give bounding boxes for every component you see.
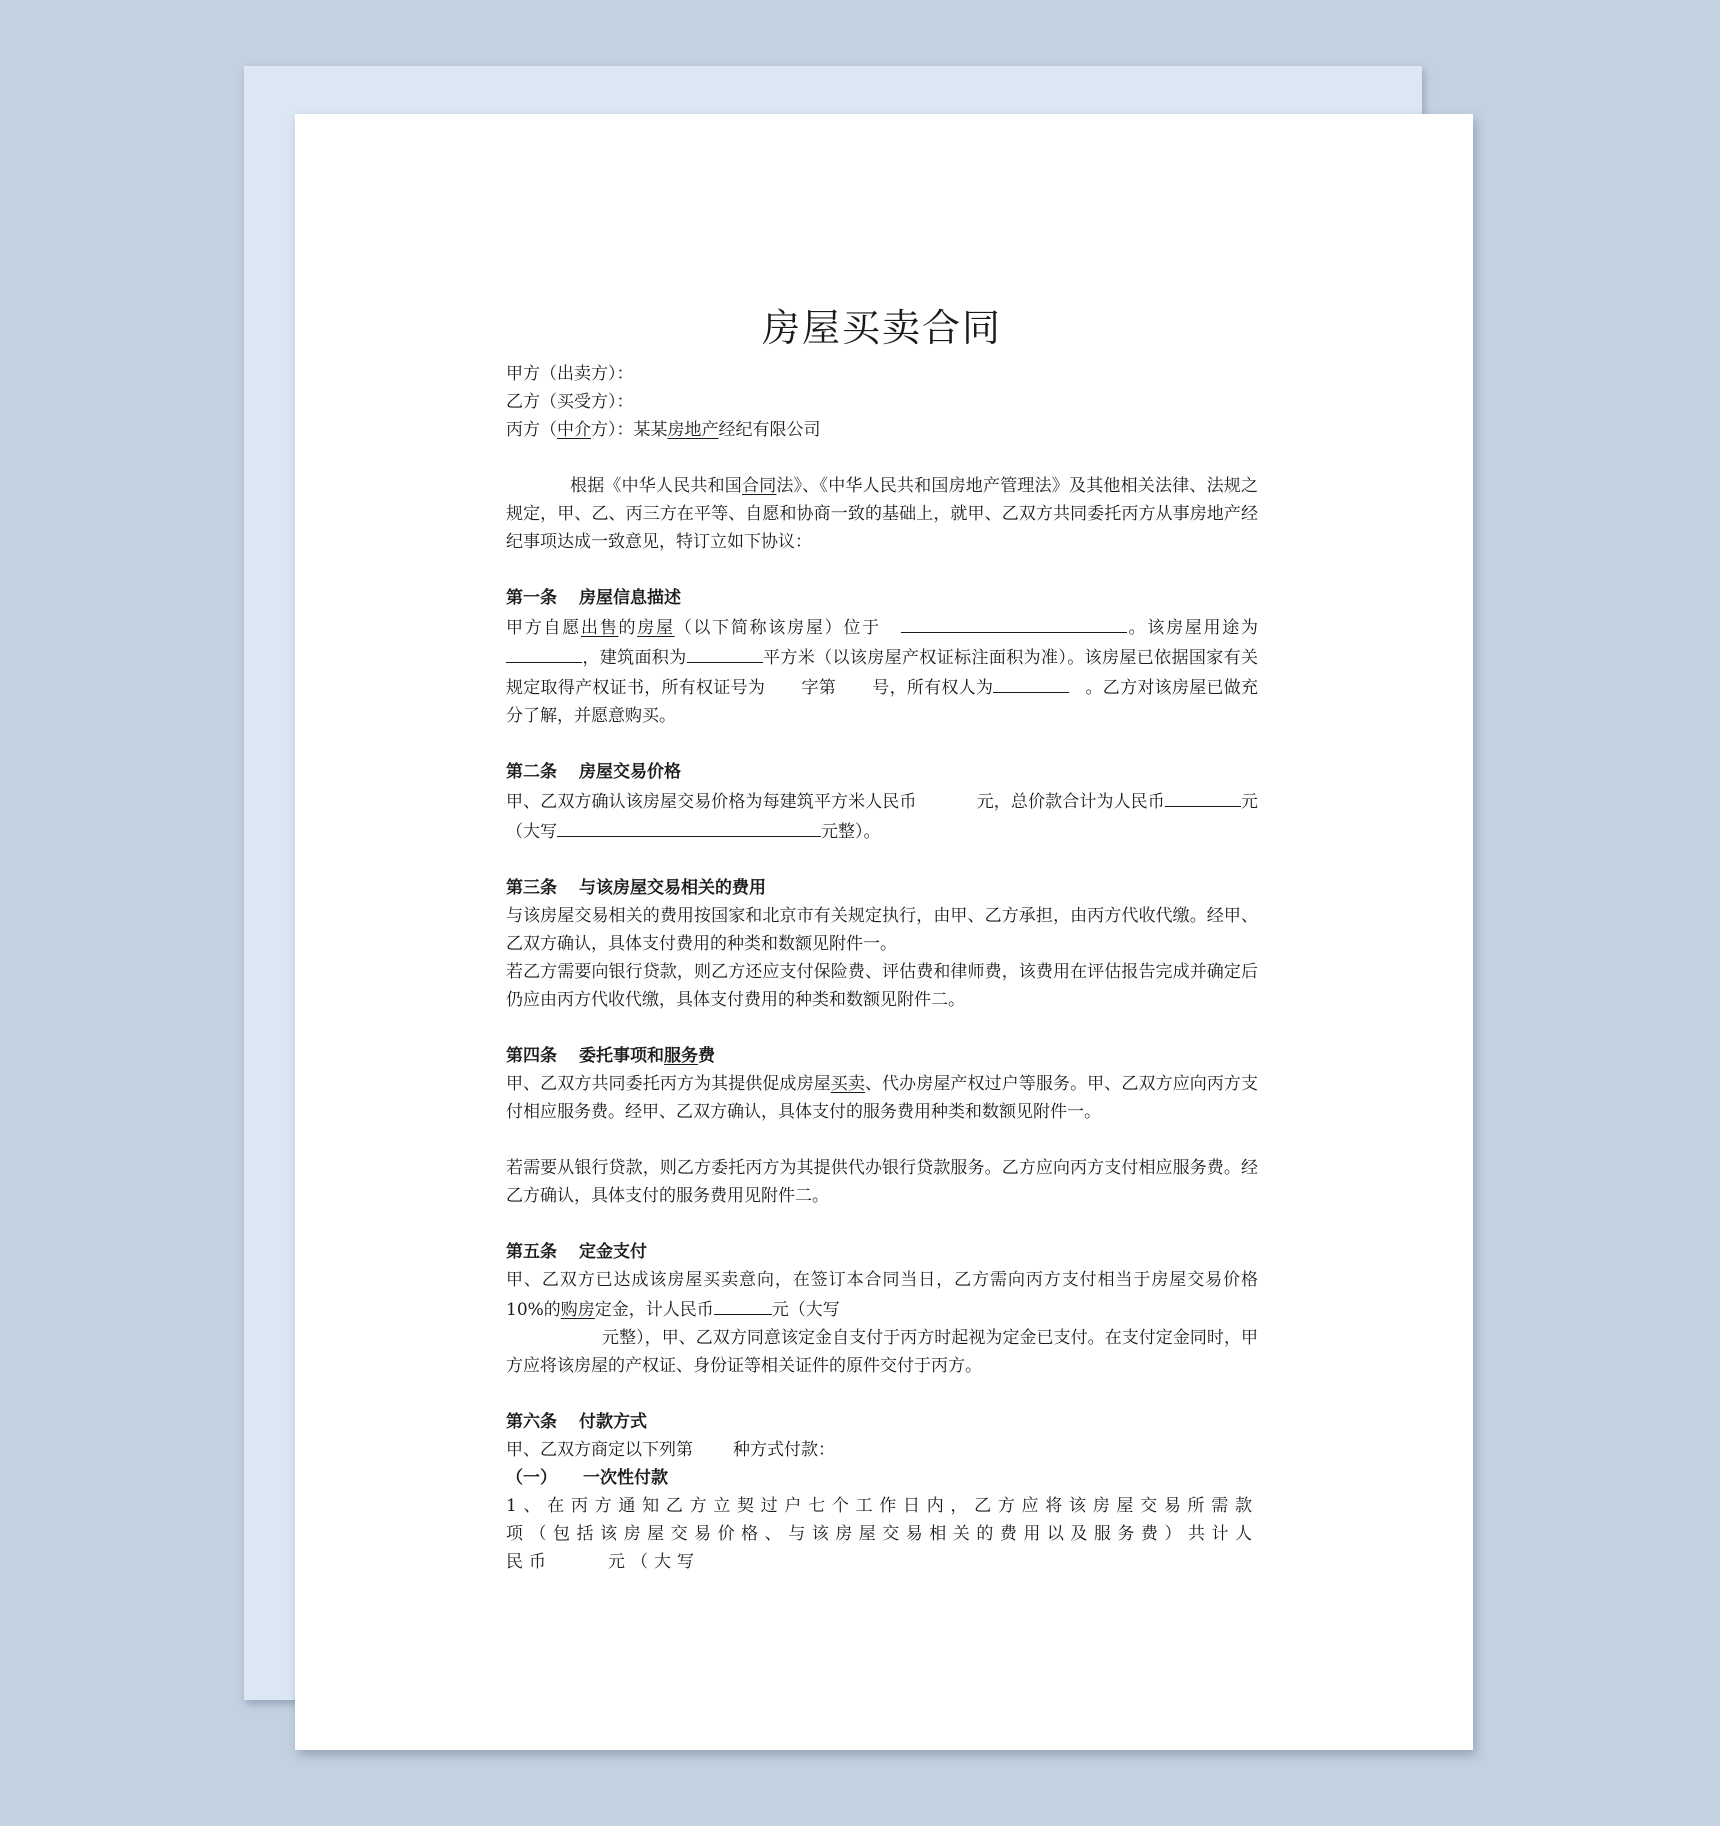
fill-blank-total-price xyxy=(1165,786,1241,807)
article-6-paragraph-1: 1、在丙方通知乙方立契过户七个工作日内，乙方应将该房屋交易所需款项（包括该房屋交易价格、与该房屋交易相关的费用以及服务费）共计人民币 元（大写 xyxy=(506,1496,1258,1572)
underlined-term: 购房 xyxy=(560,1300,595,1320)
party-a-line: 甲方（出卖方）： xyxy=(506,364,634,384)
article-2-body: 甲、乙双方确认该房屋交易价格为每建筑平方米人民币 元，总价款合计为人民币 元（大写 元整）。 xyxy=(506,786,1258,846)
fill-blank-deposit xyxy=(714,1294,772,1315)
article-1-heading: 第一条 房屋信息描述 xyxy=(506,588,681,608)
intro-paragraph: 根据《中华人民共和国合同法》、《中华人民共和国房地产管理法》及其他相关法律、法规之规定，甲、乙、丙三方在平等、自愿和协商一致的基础上，就甲、乙双方共同委托丙方从事房地产经纪事项达成一致意见，特订立如下协议： xyxy=(506,476,1259,552)
party-c-line: 丙方（中介方）：某某房地产经纪有限公司 xyxy=(506,420,821,440)
party-b-line: 乙方（买受方）： xyxy=(506,392,634,412)
article-4-paragraph-1: 甲、乙双方共同委托丙方为其提供促成房屋买卖、代办房屋产权过户等服务。甲、乙双方应向丙方支付相应服务费。经甲、乙双方确认，具体支付的服务费用种类和数额见附件一。 xyxy=(506,1074,1259,1122)
fill-blank-location xyxy=(901,612,1127,633)
article-1-body: 甲方自愿出售的房屋（以下简称该房屋）位于 。该房屋用途为，建筑面积为 平方米（以该房屋产权证标注面积为准）。该房屋已依据国家有关规定取得产权证书，所有权证号为 字第 号，所有权人为 。乙方对该房屋已做充分了解，并愿意购买。 xyxy=(506,612,1258,730)
article-2-heading: 第二条 房屋交易价格 xyxy=(506,762,681,782)
article-6-heading: 第六条 付款方式 xyxy=(506,1412,647,1432)
fill-blank-usage xyxy=(506,642,582,663)
underlined-term: 中介 xyxy=(557,420,591,440)
article-6-intro: 甲、乙双方商定以下列第 种方式付款： xyxy=(506,1440,835,1460)
underlined-term: 出售 xyxy=(580,618,619,638)
article-6-subheading: （一） 一次性付款 xyxy=(506,1468,668,1488)
article-3-paragraph-1: 与该房屋交易相关的费用按国家和北京市有关规定执行，由甲、乙方承担，由丙方代收代缴。经甲、乙双方确认，具体支付费用的种类和数额见附件一。 xyxy=(506,906,1258,954)
underlined-term: 房屋 xyxy=(637,618,675,638)
article-4-heading: 第四条 委托事项和服务费 xyxy=(506,1046,715,1066)
fill-blank-owner xyxy=(993,672,1069,693)
article-4-paragraph-2: 若需要从银行贷款，则乙方委托丙方为其提供代办银行贷款服务。乙方应向丙方支付相应服务费。经乙方确认，具体支付的服务费用见附件二。 xyxy=(506,1158,1258,1206)
document-content xyxy=(506,298,1258,1576)
article-5-body: 甲、乙双方已达成该房屋买卖意向，在签订本合同当日，乙方需向丙方支付相当于房屋交易价格 10%的购房定金，计人民币 元（大写 元整），甲、乙双方同意该定金自支付于丙方时起视为定金已支付。在支付定金同时，甲方应将该房屋的产权证、身份证等相关证件的原件交付于丙方。 xyxy=(506,1270,1258,1376)
article-3-heading: 第三条 与该房屋交易相关的费用 xyxy=(506,878,766,898)
article-3-paragraph-2: 若乙方需要向银行贷款，则乙方还应支付保险费、评估费和律师费，该费用在评估报告完成并确定后仍应由丙方代收代缴，具体支付费用的种类和数额见附件二。 xyxy=(506,962,1258,1010)
underlined-term: 合同 xyxy=(742,476,777,496)
fill-blank-price-words xyxy=(557,816,821,837)
underlined-term: 服务 xyxy=(664,1046,698,1066)
fill-blank-area xyxy=(687,642,763,663)
underlined-term: 房地产 xyxy=(667,420,719,440)
document-title: 房屋买卖合同 xyxy=(761,306,1002,350)
article-5-heading: 第五条 定金支付 xyxy=(506,1242,647,1262)
underlined-term: 买卖 xyxy=(830,1074,865,1094)
